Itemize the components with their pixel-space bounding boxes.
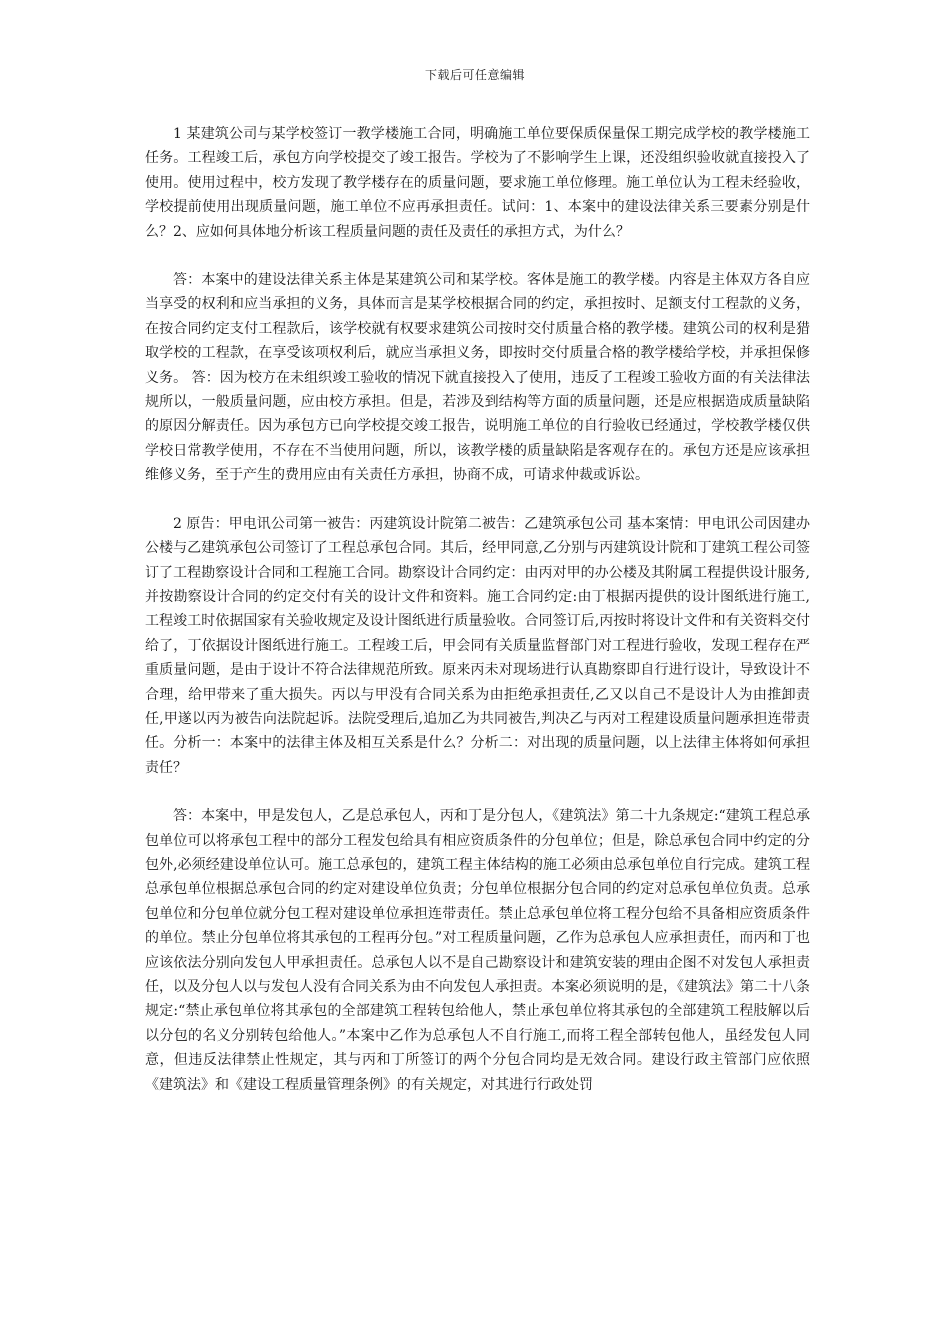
paragraph-case-2-question: 2 原告：甲电讯公司第一被告：丙建筑设计院第二被告：乙建筑承包公司 基本案情：甲电讯公司因建办公楼与乙建筑承包公司签订了工程总承包合同。其后，经甲同意,乙分别与丙建筑设计院和丁建筑工程公司签订了工程勘察设计合同和工程施工合同。勘察设计合同约定：由丙对甲的办公楼及其附属工程提供设计服务,并按勘察设计合同的约定交付有关的设计文件和资料。施工合同约定:由丁根据丙提供的设计图纸进行施工,工程竣工时依据国家有关验收规定及设计图纸进行质量验收。合同签订后,丙按时将设计文件和有关资料交付给了，丁依据设计图纸进行施工。工程竣工后，甲会同有关质量监督部门对工程进行验收，发现工程存在严重质量问题，是由于设计不符合法律规范所致。原来丙未对现场进行认真勘察即自行进行设计，导致设计不合理，给甲带来了重大损失。丙以与甲没有合同关系为由拒绝承担责任,乙又以自己不是设计人为由推卸责任,甲遂以丙为被告向法院起诉。法院受理后,追加乙为共同被告,判决乙与丙对工程建设质量问题承担连带责任。分析一：本案中的法律主体及相互关系是什么？分析二：对出现的质量问题，以上法律主体将如何承担责任？ bbox=[145, 515, 810, 776]
page-header: 下载后可任意编辑 bbox=[424, 68, 525, 82]
document-body bbox=[145, 122, 810, 1097]
paragraph-case-1-question: 1 某建筑公司与某学校签订一教学楼施工合同，明确施工单位要保质保量保工期完成学校的教学楼施工任务。工程竣工后，承包方向学校提交了竣工报告。学校为了不影响学生上课，还没组织验收就直接投入了使用。使用过程中，校方发现了教学楼存在的质量问题，要求施工单位修理。施工单位认为工程未经验收，学校提前使用出现质量问题，施工单位不应再承担责任。试问：1、本案中的建设法律关系三要素分别是什么？2、应如何具体地分析该工程质量问题的责任及责任的承担方式，为什么？ bbox=[145, 126, 810, 240]
paragraph-case-1-answer: 答：本案中的建设法律关系主体是某建筑公司和某学校。客体是施工的教学楼。内容是主体双方各自应当享受的权利和应当承担的义务，具体而言是某学校根据合同的约定，承担按时、足额支付工程款的义务，在按合同约定支付工程款后，该学校就有权要求建筑公司按时交付质量合格的教学楼。建筑公司的权利是猎取学校的工程款，在享受该项权利后，就应当承担义务，即按时交付质量合格的教学楼给学校，并承担保修义务。 答：因为校方在未组织竣工验收的情况下就直接投入了使用，违反了工程竣工验收方面的有关法律法规所以，一般质量问题，应由校方承担。但是，若涉及到结构等方面的质量问题，还是应根据造成质量缺陷的原因分解责任。因为承包方已向学校提交竣工报告，说明施工单位的自行验收已经通过，学校教学楼仅供学校日常教学使用，不存在不当使用问题，所以，该教学楼的质量缺陷是客观存在的。承包方还是应该承担维修义务，至于产生的费用应由有关责任方承担，协商不成，可请求仲裁或诉讼。 bbox=[145, 272, 810, 484]
paragraph-case-2-answer: 答：本案中，甲是发包人，乙是总承包人，丙和丁是分包人，《建筑法》第二十九条规定:“建筑工程总承包单位可以将承包工程中的部分工程发包给具有相应资质条件的分包单位；但是，除总承包合同中约定的分包外,必须经建设单位认可。施工总承包的，建筑工程主体结构的施工必须由总承包单位自行完成。建筑工程总承包单位根据总承包合同的约定对建设单位负责；分包单位根据分包合同的约定对总承包单位负责。总承包单位和分包单位就分包工程对建设单位承担连带责任。禁止总承包单位将工程分包给不具备相应资质条件的单位。禁止分包单位将其承包的工程再分包。”对工程质量问题，乙作为总承包人应承担责任，而丙和丁也应该依法分别向发包人甲承担责任。总承包人以不是自己勘察设计和建筑安装的理由企图不对发包人承担责任，以及分包人以与发包人没有合同关系为由不向发包人承担责。本案必须说明的是，《建筑法》第二十八条规定:“禁止承包单位将其承包的全部建筑工程转包给他人，禁止承包单位将其承包的全部建筑工程肢解以后以分包的名义分别转包给他人。”本案中乙作为总承包人不自行施工,而将工程全部转包他人，虽经发包人同意，但违反法律禁止性规定，其与丙和丁所签订的两个分包合同均是无效合同。建设行政主管部门应依照《建筑法》和《建设工程质量管理条例》的有关规定，对其进行行政处罚 bbox=[145, 808, 810, 1093]
